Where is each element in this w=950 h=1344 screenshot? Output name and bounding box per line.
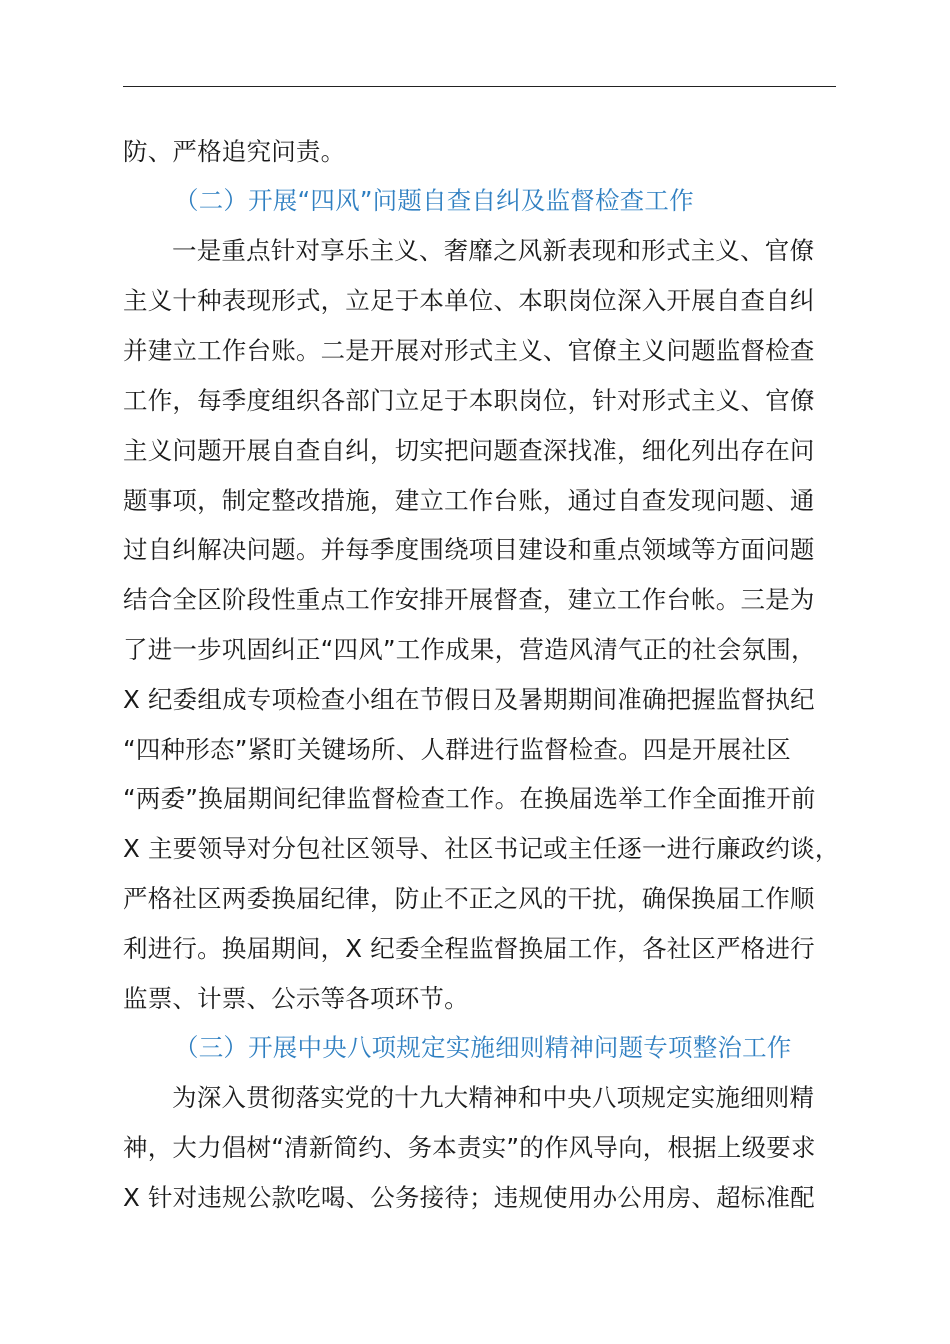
text-line: 工作，每季度组织各部门立足于本职岗位，针对形式主义、官僚 [123,386,815,415]
text-line: 并建立工作台账。二是开展对形式主义、官僚主义问题监督检查 [123,336,815,365]
text-line: X 针对违规公款吃喝、公务接待；违规使用办公用房、超标准配 [123,1183,815,1212]
text-line: 监票、计票、公示等各项环节。 [123,984,469,1013]
text-line: 为深入贯彻落实党的十九大精神和中央八项规定实施细则精 [172,1083,815,1112]
text-line: 题事项，制定整改措施，建立工作台账，通过自查发现问题、通 [123,486,815,515]
section-heading-3: （三）开展中央八项规定实施细则精神问题专项整治工作 [174,1033,792,1062]
text-line: 了进一步巩固纠正“四风”工作成果，营造风清气正的社会氛围， [123,635,816,664]
text-line: X 主要领导对分包社区领导、社区书记或主任逐一进行廉政约谈， [123,834,840,863]
text-line: 防、严格追究问责。 [123,137,346,166]
text-line: 利进行。换届期间，X 纪委全程监督换届工作，各社区严格进行 [123,934,815,963]
text-line: 结合全区阶段性重点工作安排开展督查，建立工作台帐。三是为 [123,585,815,614]
text-line: X 纪委组成专项检查小组在节假日及暑期期间准确把握监督执纪 [123,685,815,714]
text-line: “四种形态”紧盯关键场所、人群进行监督检查。四是开展社区 [123,735,791,764]
section-heading-2: （二）开展“四风”问题自查自纠及监督检查工作 [174,186,694,215]
text-line: “两委”换届期间纪律监督检查工作。在换届选举工作全面推开前 [123,784,816,813]
text-line: 一是重点针对享乐主义、奢靡之风新表现和形式主义、官僚 [172,236,815,265]
text-line: 严格社区两委换届纪律，防止不正之风的干扰，确保换届工作顺 [123,884,815,913]
text-line: 主义十种表现形式，立足于本单位、本职岗位深入开展自查自纠 [123,286,815,315]
text-line: 神，大力倡树“清新简约、务本责实”的作风导向，根据上级要求 [123,1133,816,1162]
header-rule [123,86,836,87]
text-line: 主义问题开展自查自纠，切实把问题查深找准，细化列出存在问 [123,436,815,465]
text-line: 过自纠解决问题。并每季度围绕项目建设和重点领域等方面问题 [123,535,815,564]
